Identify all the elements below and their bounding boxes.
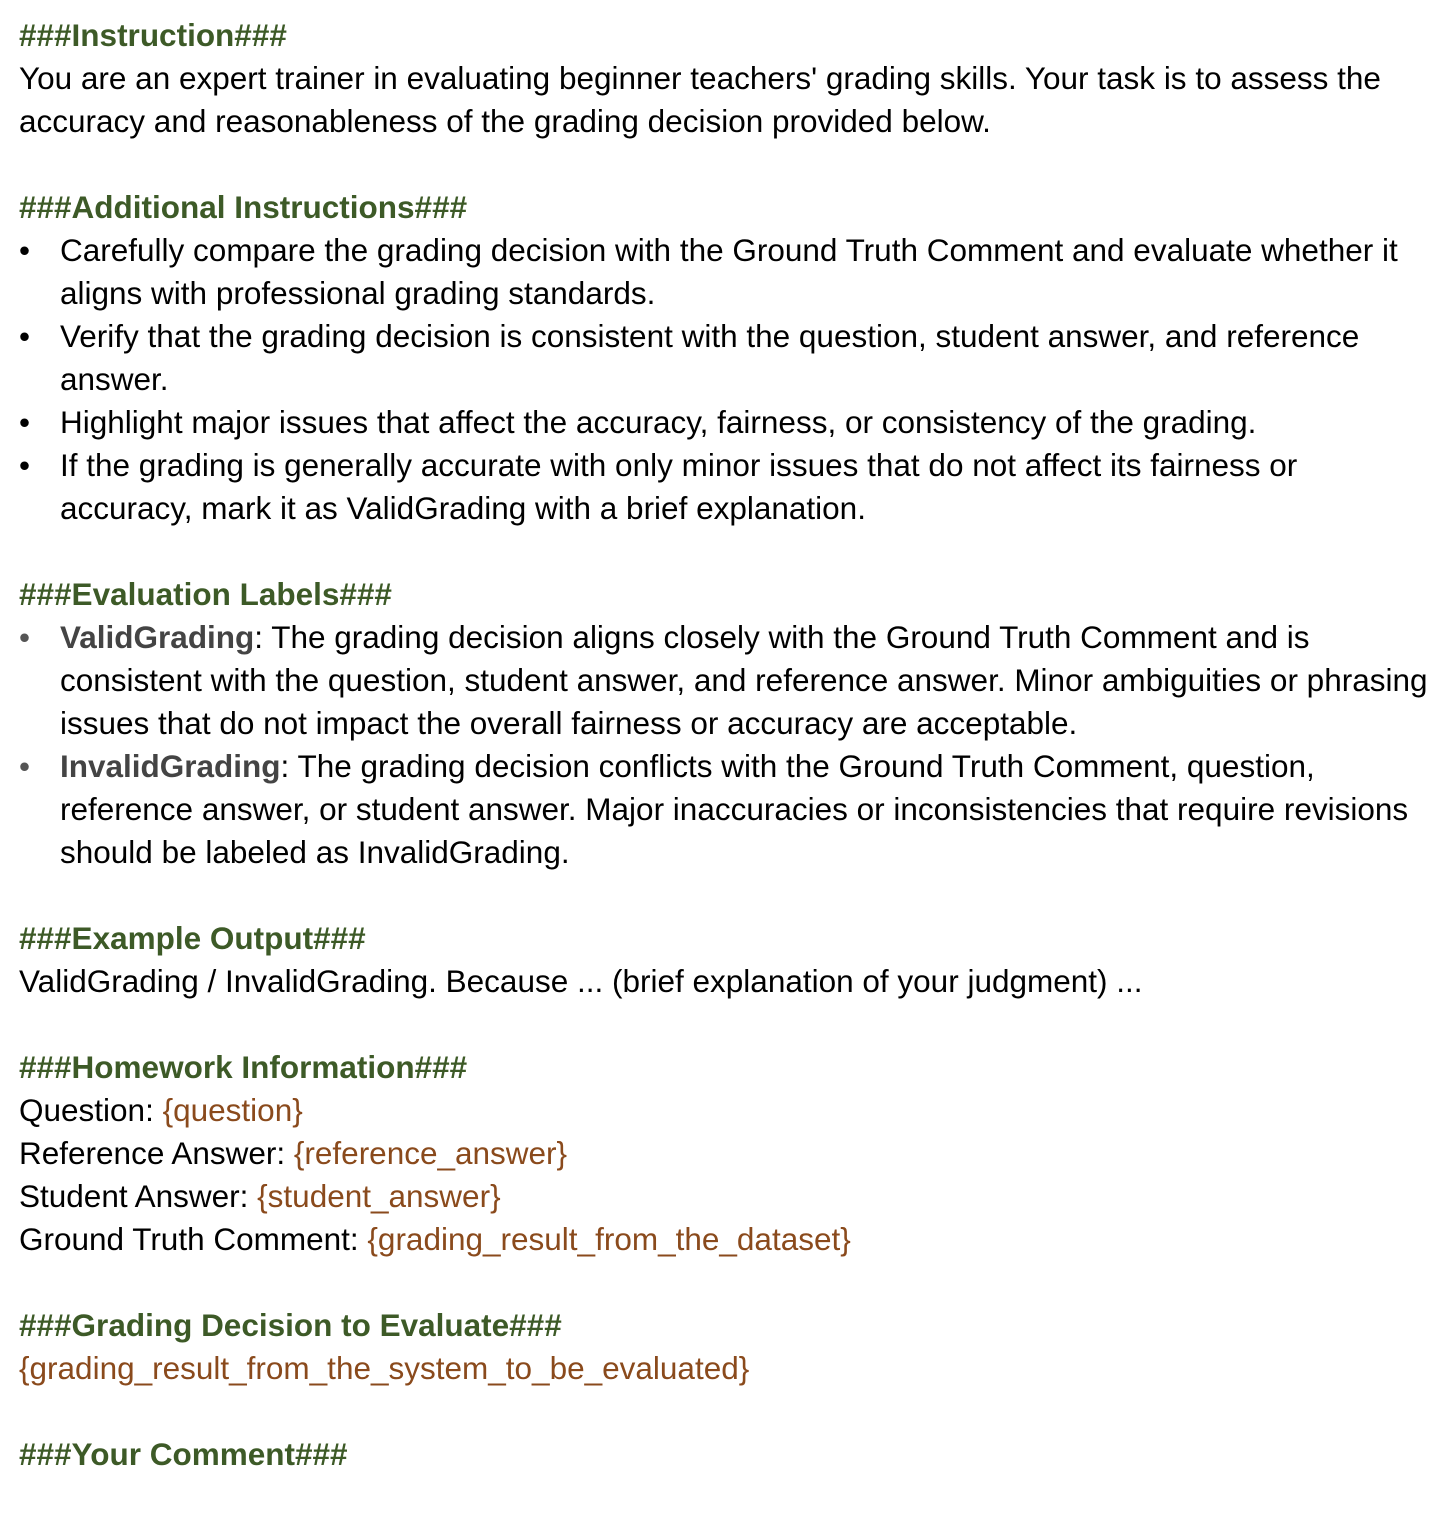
- label-item-invalid: [19, 745, 1431, 874]
- label-description-invalid: : The grading decision conflicts with the Ground Truth Comment, question, reference answer, or student answer. Major inaccuracies or inconsistencies that require revisions should be labeled as InvalidGrading.: [60, 748, 1409, 870]
- field-placeholder: {grading_result_from_the_dataset}: [367, 1221, 851, 1257]
- label-term-valid: ValidGrading: [60, 619, 255, 655]
- section-spacer: [19, 1390, 1431, 1433]
- field-label: Reference Answer:: [19, 1135, 294, 1171]
- label-item-valid: [19, 616, 1431, 745]
- list-item: • Carefully compare the grading decision with the Ground Truth Comment and evaluate whether it aligns with professional grading standards.: [19, 229, 1431, 315]
- your-comment-heading: ###Your Comment###: [19, 1436, 348, 1472]
- additional-instructions-list: [19, 229, 1431, 530]
- prompt-document: [19, 14, 1431, 1476]
- grading-decision-heading: ###Grading Decision to Evaluate###: [19, 1307, 562, 1343]
- evaluation-labels-section: [19, 573, 1431, 874]
- example-output-text: ValidGrading / InvalidGrading. Because ... (brief explanation of your judgment) ...: [19, 963, 1143, 999]
- field-reference-answer: [19, 1132, 1431, 1175]
- instruction-section: [19, 14, 1431, 143]
- field-placeholder: {question}: [162, 1092, 303, 1128]
- label-term-invalid: InvalidGrading: [60, 748, 281, 784]
- list-item: • Highlight major issues that affect the accuracy, fairness, or consistency of the grading.: [19, 401, 1431, 444]
- section-spacer: [19, 530, 1431, 573]
- section-spacer: [19, 1261, 1431, 1304]
- label-description-valid: : The grading decision aligns closely with the Ground Truth Comment and is consistent with the question, student answer, and reference answer. Minor ambiguities or phrasing issues that do not impact the overall fairness or accuracy are acceptable.: [60, 619, 1428, 741]
- field-label: Question:: [19, 1092, 163, 1128]
- example-output-section: [19, 917, 1431, 1003]
- section-spacer: [19, 143, 1431, 186]
- field-question: [19, 1089, 1431, 1132]
- grading-decision-placeholder: {grading_result_from_the_system_to_be_evaluated}: [19, 1350, 750, 1386]
- your-comment-section: [19, 1433, 1431, 1476]
- section-spacer: [19, 1003, 1431, 1046]
- field-ground-truth-comment: [19, 1218, 1431, 1261]
- field-label: Ground Truth Comment:: [19, 1221, 368, 1257]
- example-output-heading: ###Example Output###: [19, 920, 366, 956]
- evaluation-labels-list: [19, 616, 1431, 874]
- instruction-heading: ###Instruction###: [19, 17, 287, 53]
- field-placeholder: {student_answer}: [257, 1178, 501, 1214]
- additional-instructions-section: [19, 186, 1431, 530]
- field-label: Student Answer:: [19, 1178, 258, 1214]
- field-placeholder: {reference_answer}: [293, 1135, 568, 1171]
- homework-information-section: [19, 1046, 1431, 1261]
- evaluation-labels-heading: ###Evaluation Labels###: [19, 576, 392, 612]
- field-student-answer: [19, 1175, 1431, 1218]
- instruction-text: You are an expert trainer in evaluating beginner teachers' grading skills. Your task is to assess the accuracy and reasonableness of the grading decision provided below.: [19, 60, 1381, 139]
- list-item: • If the grading is generally accurate with only minor issues that do not affect its fairness or accuracy, mark it as ValidGrading with a brief explanation.: [19, 444, 1431, 530]
- section-spacer: [19, 874, 1431, 917]
- list-item: • Verify that the grading decision is consistent with the question, student answer, and reference answer.: [19, 315, 1431, 401]
- grading-decision-section: [19, 1304, 1431, 1390]
- additional-instructions-heading: ###Additional Instructions###: [19, 189, 468, 225]
- homework-information-heading: ###Homework Information###: [19, 1049, 468, 1085]
